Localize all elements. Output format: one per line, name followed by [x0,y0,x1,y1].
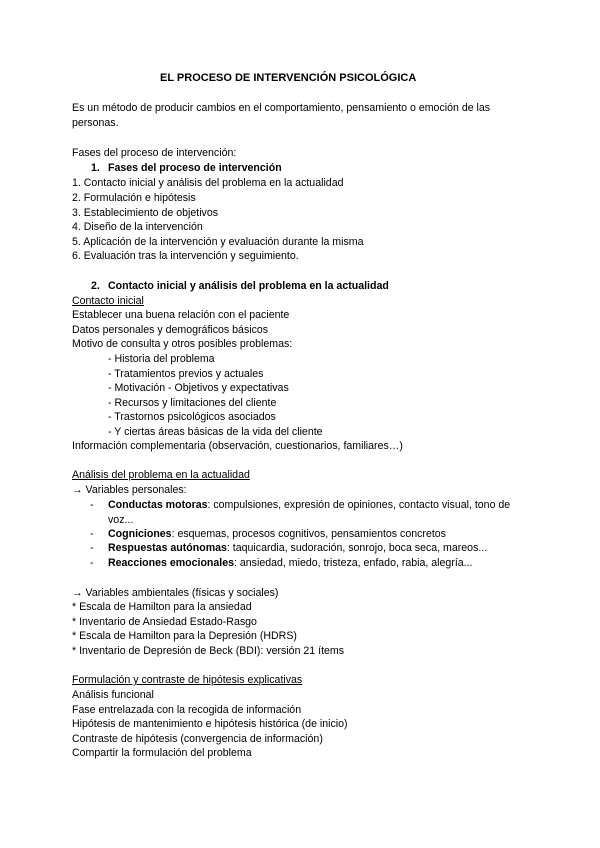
phases-label: Fases del proceso de intervención: [72,147,237,159]
bullet-dash: - [90,557,94,569]
contacto-subitem: - Recursos y limitaciones del cliente [108,397,277,409]
contacto-line: Establecer una buena relación con el paciente [72,309,290,321]
intro-paragraph: Es un método de producir cambios en el comportamiento, pensamiento o emoción de las personas. [72,102,491,129]
bullet-term: Conductas motoras [108,499,208,511]
bullet-text: : compulsiones, expresión de opiniones, contacto visual, tono de voz... [108,499,511,526]
section1-number: 1. [91,162,100,174]
phase-item: 3. Establecimiento de objetivos [72,207,219,219]
contacto-subitem: - Tratamientos previos y actuales [108,368,264,380]
bullet-cogniciones [108,527,446,542]
phase-item: 6. Evaluación tras la intervención y seguimiento. [72,250,299,262]
formulacion-line: Análisis funcional [72,689,154,701]
bullet-respuestas-autonomas [108,541,487,556]
bullet-conductas-motoras [108,498,528,527]
analisis-subheading: Análisis del problema en la actualidad [72,469,250,481]
scale-item: * Escala de Hamilton para la ansiedad [72,601,252,613]
bullet-term: Respuestas autónomas [108,542,227,554]
scale-item: * Escala de Hamilton para la Depresión (HDRS) [72,630,297,642]
bullet-text: : esquemas, procesos cognitivos, pensamientos concretos [171,528,446,540]
page-title: EL PROCESO DE INTERVENCIÓN PSICOLÓGICA [160,72,417,84]
contacto-subitem: - Motivación - Objetivos y expectativas [108,382,289,394]
phase-item: 1. Contacto inicial y análisis del problema en la actualidad [72,177,344,189]
formulacion-subheading: Formulación y contraste de hipótesis explicativas [72,674,303,686]
scale-item: * Inventario de Ansiedad Estado-Rasgo [72,616,257,628]
bullet-dash: - [90,499,94,511]
scale-item: * Inventario de Depresión de Beck (BDI): versión 21 ítems [72,645,345,657]
formulacion-line: Hipótesis de mantenimiento e hipótesis histórica (de inicio) [72,718,348,730]
contacto-line: Motivo de consulta y otros posibles problemas: [72,338,293,350]
contacto-extra: Información complementaria (observación, cuestionarios, familiares…) [72,440,403,452]
formulacion-line: Contraste de hipótesis (convergencia de información) [72,733,323,745]
section2-number: 2. [91,280,100,292]
bullet-term: Reacciones emocionales [108,557,235,569]
section2-heading: Contacto inicial y análisis del problema en la actualidad [108,280,389,292]
variables-ambientales: → Variables ambientales (físicas y sociales) [72,587,279,599]
bullet-reacciones-emocionales [108,556,473,571]
phase-item: 4. Diseño de la intervención [72,221,203,233]
section1-heading: Fases del proceso de intervención [108,162,282,174]
phase-item: 2. Formulación e hipótesis [72,192,196,204]
formulacion-line: Fase entrelazada con la recogida de información [72,704,302,716]
bullet-text: : ansiedad, miedo, tristeza, enfado, rabia, alegría... [234,557,473,569]
contacto-subitem: - Trastornos psicológicos asociados [108,411,276,423]
phase-item: 5. Aplicación de la intervención y evaluación durante la misma [72,236,364,248]
bullet-dash: - [90,528,94,540]
contacto-subitem: - Historia del problema [108,353,215,365]
variables-personales: → Variables personales: [72,484,187,496]
formulacion-line: Compartir la formulación del problema [72,747,252,759]
bullet-text: : taquicardia, sudoración, sonrojo, boca seca, mareos... [226,542,488,554]
contacto-subitem: - Y ciertas áreas básicas de la vida del cliente [108,426,323,438]
contacto-subheading: Contacto inicial [72,295,144,307]
bullet-dash: - [90,542,94,554]
contacto-line: Datos personales y demográficos básicos [72,324,269,336]
bullet-term: Cogniciones [108,528,172,540]
